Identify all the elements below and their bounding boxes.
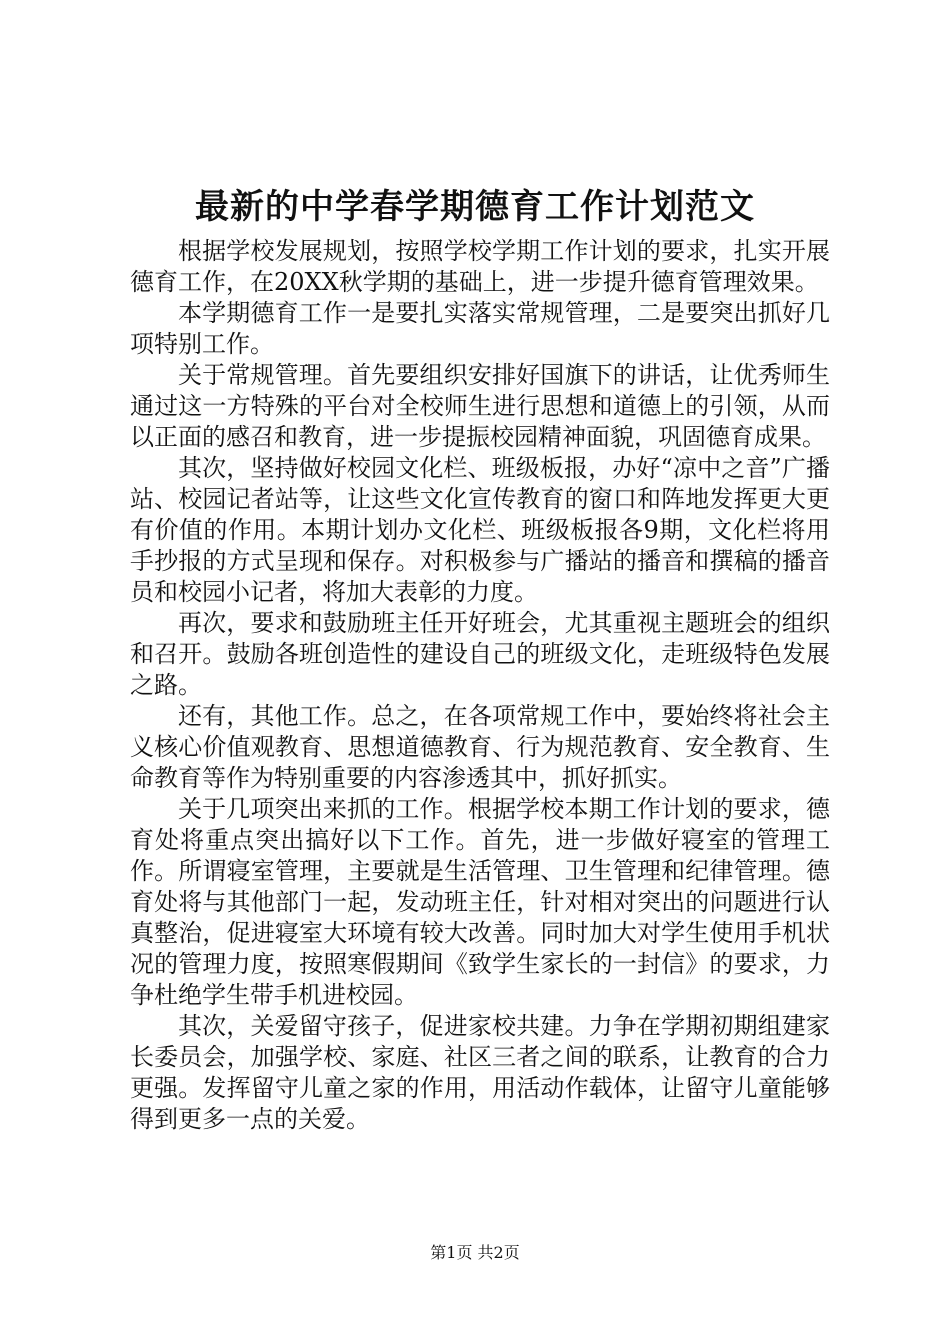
paragraph-8: 其次，关爱留守孩子，促进家校共建。力争在学期初期组建家长委员会，加强学校、家庭、社区三者之间的联系，让教育的合力更强。发挥留守儿童之家的作用，用活动作载体，让留守儿童能够得到更多一点的关爱。 (130, 1012, 830, 1133)
paragraph-3: 关于常规管理。首先要组织安排好国旗下的讲话，让优秀师生通过这一方特殊的平台对全校师生进行思想和道德上的引领，从而以正面的感召和教育，进一步提振校园精神面貌，巩固德育成果。 (130, 361, 830, 451)
paragraph-2: 本学期德育工作一是要扎实落实常规管理，二是要突出抓好几项特别工作。 (130, 299, 830, 358)
document-body (130, 236, 830, 1135)
paragraph-1: 根据学校发展规划，按照学校学期工作计划的要求，扎实开展德育工作，在20XX秋学期的基础上，进一步提升德育管理效果。 (130, 237, 830, 296)
document-title: 最新的中学春学期德育工作计划范文 (195, 187, 755, 227)
paragraph-5: 再次，要求和鼓励班主任开好班会，尤其重视主题班会的组织和召开。鼓励各班创造性的建设自己的班级文化，走班级特色发展之路。 (130, 609, 830, 699)
page-number-footer: 第1页 共2页 (430, 1243, 520, 1262)
paragraph-4: 其次，坚持做好校园文化栏、班级板报，办好“凉中之音”广播站、校园记者站等，让这些文化宣传教育的窗口和阵地发挥更大更有价值的作用。本期计划办文化栏、班级板报各9期，文化栏将用手抄报的方式呈现和保存。对积极参与广播站的播音和撰稿的播音员和校园小记者，将加大表彰的力度。 (130, 454, 830, 606)
paragraph-6: 还有，其他工作。总之，在各项常规工作中，要始终将社会主义核心价值观教育、思想道德教育、行为规范教育、安全教育、生命教育等作为特别重要的内容渗透其中，抓好抓实。 (130, 702, 830, 792)
paragraph-7: 关于几项突出来抓的工作。根据学校本期工作计划的要求，德育处将重点突出搞好以下工作。首先，进一步做好寝室的管理工作。所谓寝室管理，主要就是生活管理、卫生管理和纪律管理。德育处将与其他部门一起，发动班主任，针对相对突出的问题进行认真整治，促进寝室大环境有较大改善。同时加大对学生使用手机状况的管理力度，按照寒假期间《致学生家长的一封信》的要求，力争杜绝学生带手机进校园。 (130, 795, 830, 1009)
